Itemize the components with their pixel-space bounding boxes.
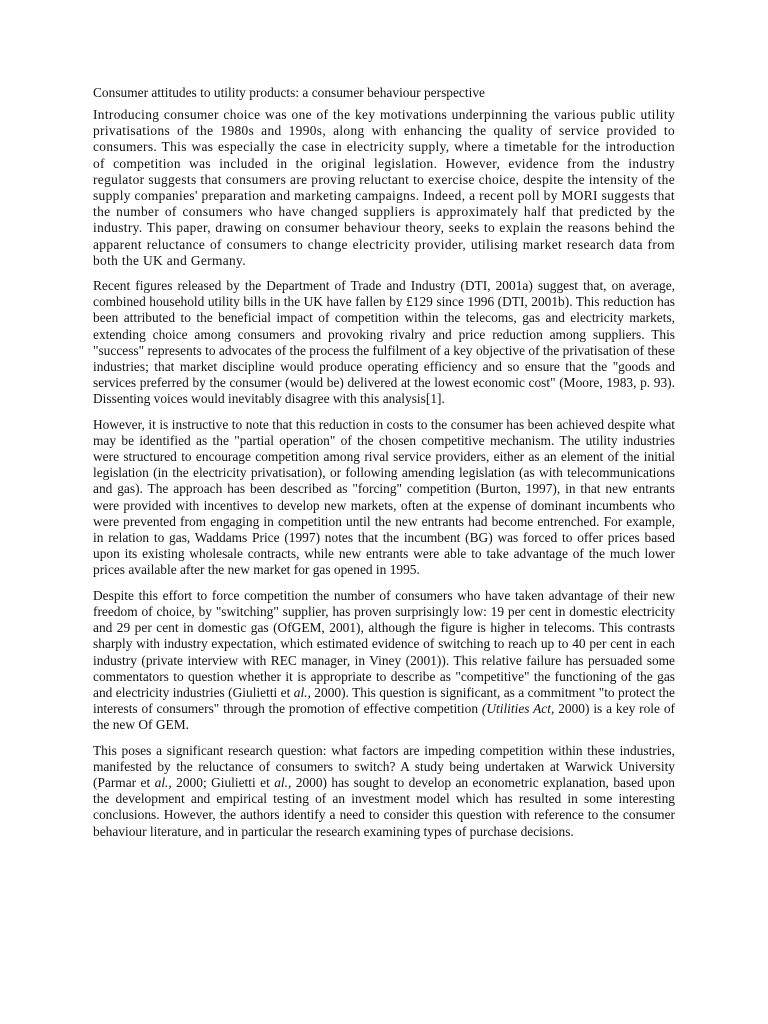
paragraph-5: [93, 743, 675, 840]
text-run: 2000) is a key role of the new Of GEM.: [93, 701, 675, 733]
paragraph-3: [93, 417, 675, 579]
text-run: 2000; Giulietti et: [171, 774, 275, 790]
text-run: Introducing consumer choice was one of the key motivations underpinning the various public utility privatisations of the 1980s and 1990s, along with enhancing the quality of service provided to consumers. This was especially the case in electricity supply, where a timetable for the introduction of competition was included in the original legislation. However, evidence from the industry regulator suggests that consumers are proving reluctant to exercise choice, despite the intensity of the supply companies' preparation and marketing campaigns. Indeed, a recent poll by MORI suggests that the number of consumers who have changed suppliers is approximately half that predicted by the industry. This paper, drawing on consumer behaviour theory, seeks to explain the reasons behind the apparent reluctance of consumers to change electricity provider, utilising market research data from both the UK and Germany.: [93, 107, 675, 268]
document-title: Consumer attitudes to utility products: a consumer behaviour perspective: [93, 85, 485, 100]
paragraph-1: [93, 107, 675, 269]
italic-text-run: al.,: [154, 774, 172, 790]
italic-text-run: al.,: [274, 774, 292, 790]
text-run: Recent figures released by the Department of Trade and Industry (DTI, 2001a) suggest that, on average, combined household utility bills in the UK have fallen by £129 since 1996 (DTI, 2001b). This reduction has been attributed to the beneficial impact of competition within the telecoms, gas and electricity markets, extending choice among consumers and provoking rivalry and price reduction among suppliers. This "success" represents to advocates of the process the fulfilment of a key objective of the privatisation of these industries; that market discipline would produce operating efficiency and so ensure that the "goods and services preferred by the consumer (would be) delivered at the lowest economic cost" (Moore, 1983, p. 93). Dissenting voices would inevitably disagree with this analysis[1].: [93, 278, 675, 407]
text-run: 2000). This question is significant, as a commitment "to protect the interests of consumers" through the promotion of effective competition: [93, 684, 675, 717]
text-run: However, it is instructive to note that this reduction in costs to the consumer has been achieved despite what may be identified as the "partial operation" of the chosen competitive mechanism. The utility industries were structured to encourage competition among rival service providers, either as an element of the initial legislation (in the electricity privatisation), or following amending legislation (as with telecommunications and gas). The approach has been described as "forcing" competition (Burton, 1997), in that new entrants were provided with incentives to develop new markets, often at the expense of dominant incumbents who were prevented from engaging in competition until the new entrants had become entrenched. For example, in relation to gas, Waddams Price (1997) notes that the incumbent (BG) was forced to offer prices based upon its existing wholesale contracts, while new entrants were able to take advantage of the much lower prices available after the new market for gas opened in 1995.: [93, 416, 675, 578]
text-run: Despite this effort to force competition the number of consumers who have taken advantage of their new freedom of choice, by "switching" supplier, has proven surprisingly low: 19 per cent in domestic electricity and 29 per cent in domestic gas (OfGEM, 2001), although the figure is higher in telecoms. This contrasts sharply with industry expectation, which estimated evidence of switching to reach up to 40 per cent in each industry (private interview with REC manager, in Viney (2001)). This relative failure has persuaded some commentators to question whether it is appropriate to describe as "competitive" the functioning of the gas and electricity industries (Giulietti et: [93, 587, 675, 700]
paragraph-2: [93, 278, 675, 408]
italic-text-run: al.,: [293, 684, 311, 700]
italic-text-run: (Utilities Act,: [481, 701, 555, 717]
paragraph-4: [93, 588, 675, 734]
text-run: This poses a significant research question: what factors are impeding competition within these industries, manifested by the reluctance of consumers to switch? A study being undertaken at Warwick University (Parmar et: [93, 742, 675, 790]
document-page: [93, 84, 675, 849]
text-run: 2000) has sought to develop an econometric explanation, based upon the development and empirical testing of an investment model which has resulted in some interesting conclusions. However, the authors identify a need to consider this question with reference to the consumer behaviour literature, and in particular the research examining types of purchase decisions.: [93, 774, 676, 839]
